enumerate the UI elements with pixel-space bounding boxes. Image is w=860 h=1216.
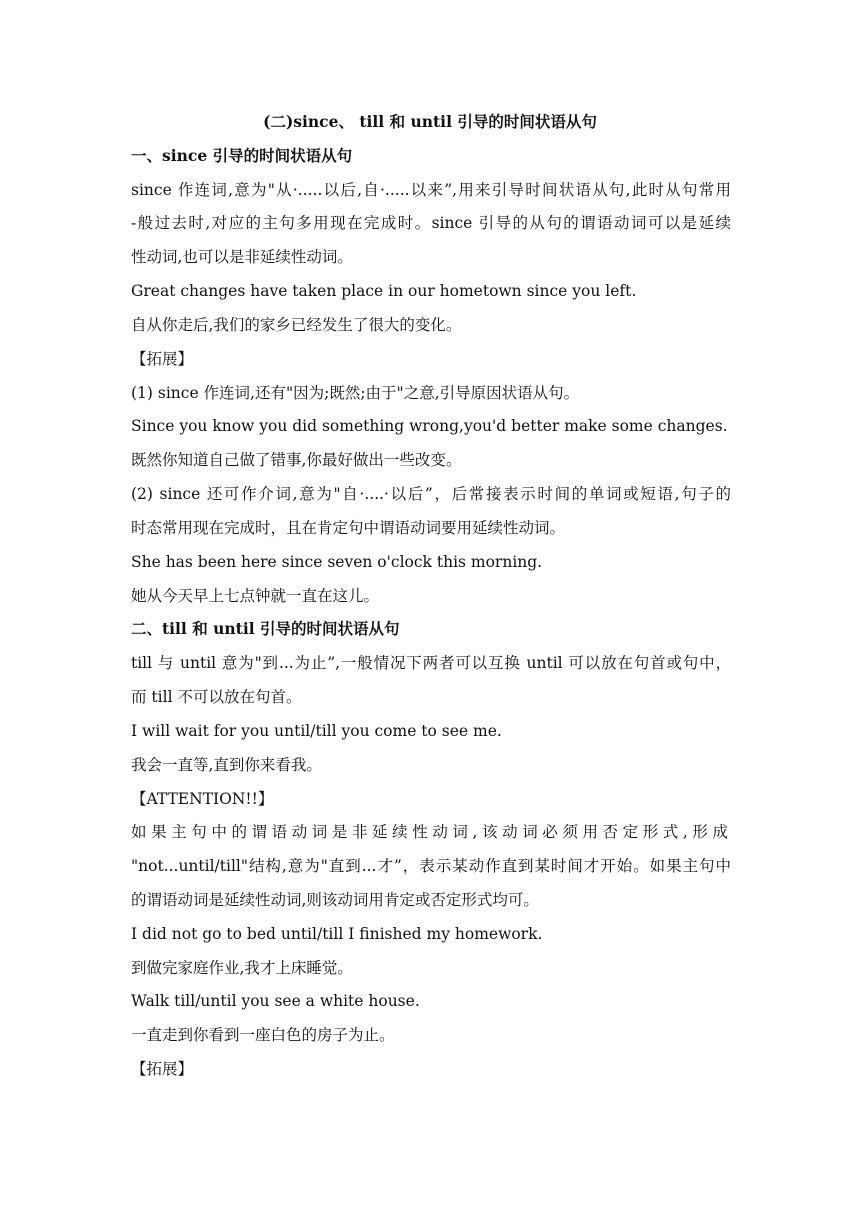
extension-label: 【拓展】	[131, 1060, 194, 1078]
example-sentence: Walk till/until you see a white house.	[131, 992, 420, 1010]
example-sentence: Great changes have taken place in our hometown since you left.	[131, 282, 637, 300]
example-sentence: She has been here since seven o'clock this morning.	[131, 553, 543, 571]
example-translation: 到做完家庭作业,我才上床睡觉。	[131, 959, 353, 977]
extension-label: 【拓展】	[131, 350, 194, 368]
paragraph-line: since 作连词,意为"从·.....以后,自·.....以来”,用来引导时间状语从句,此时从句常用	[131, 181, 731, 199]
paragraph-line: 如果主句中的谓语动词是非延续性动词,该动词必须用否定形式,形成	[131, 823, 731, 841]
paragraph-line: (2) since 还可作介词,意为"自·....·以后”，后常接表示时间的单词或短语,句子的	[131, 485, 731, 503]
paragraph-line: (1) since 作连词,还有"因为;既然;由于"之意,引导原因状语从句。	[131, 384, 580, 402]
paragraph-line: -般过去时,对应的主句多用现在完成时。since 引导的从句的谓语动词可以是延续	[131, 214, 731, 232]
paragraph-line: 而 till 不可以放在句首。	[131, 688, 302, 706]
example-translation: 既然你知道自己做了错事,你最好做出一些改变。	[131, 451, 462, 469]
paragraph-line: 性动词,也可以是非延续性动词。	[131, 248, 353, 266]
section-heading-since: 一、since 引导的时间状语从句	[131, 146, 353, 165]
example-sentence: I will wait for you until/till you come to see me.	[131, 722, 502, 740]
example-sentence: Since you know you did something wrong,you'd better make some changes.	[131, 417, 728, 435]
attention-label: 【ATTENTION!!】	[131, 790, 274, 808]
document-title: (二)since、 till 和 until 引导的时间状语从句	[263, 112, 597, 131]
section-heading-till-until: 二、till 和 until 引导的时间状语从句	[131, 619, 400, 638]
example-translation: 自从你走后,我们的家乡已经发生了很大的变化。	[131, 316, 462, 334]
paragraph-line: "not...until/till"结构,意为"直到...才”，表示某动作直到某时间才开始。如果主句中	[131, 857, 731, 875]
example-translation: 她从今天早上七点钟就一直在这儿。	[131, 587, 380, 605]
example-translation: 我会一直等,直到你来看我。	[131, 756, 322, 774]
paragraph-line: 时态常用现在完成时，且在肯定句中谓语动词要用延续性动词。	[131, 519, 566, 537]
paragraph-line: 的谓语动词是延续性动词,则该动词用肯定或否定形式均可。	[131, 891, 539, 909]
example-sentence: I did not go to bed until/till I finished my homework.	[131, 925, 543, 943]
example-translation: 一直走到你看到一座白色的房子为止。	[131, 1026, 395, 1044]
paragraph-line: till 与 until 意为"到...为止”,一般情况下两者可以互换 until 可以放在句首或句中，	[131, 654, 731, 672]
